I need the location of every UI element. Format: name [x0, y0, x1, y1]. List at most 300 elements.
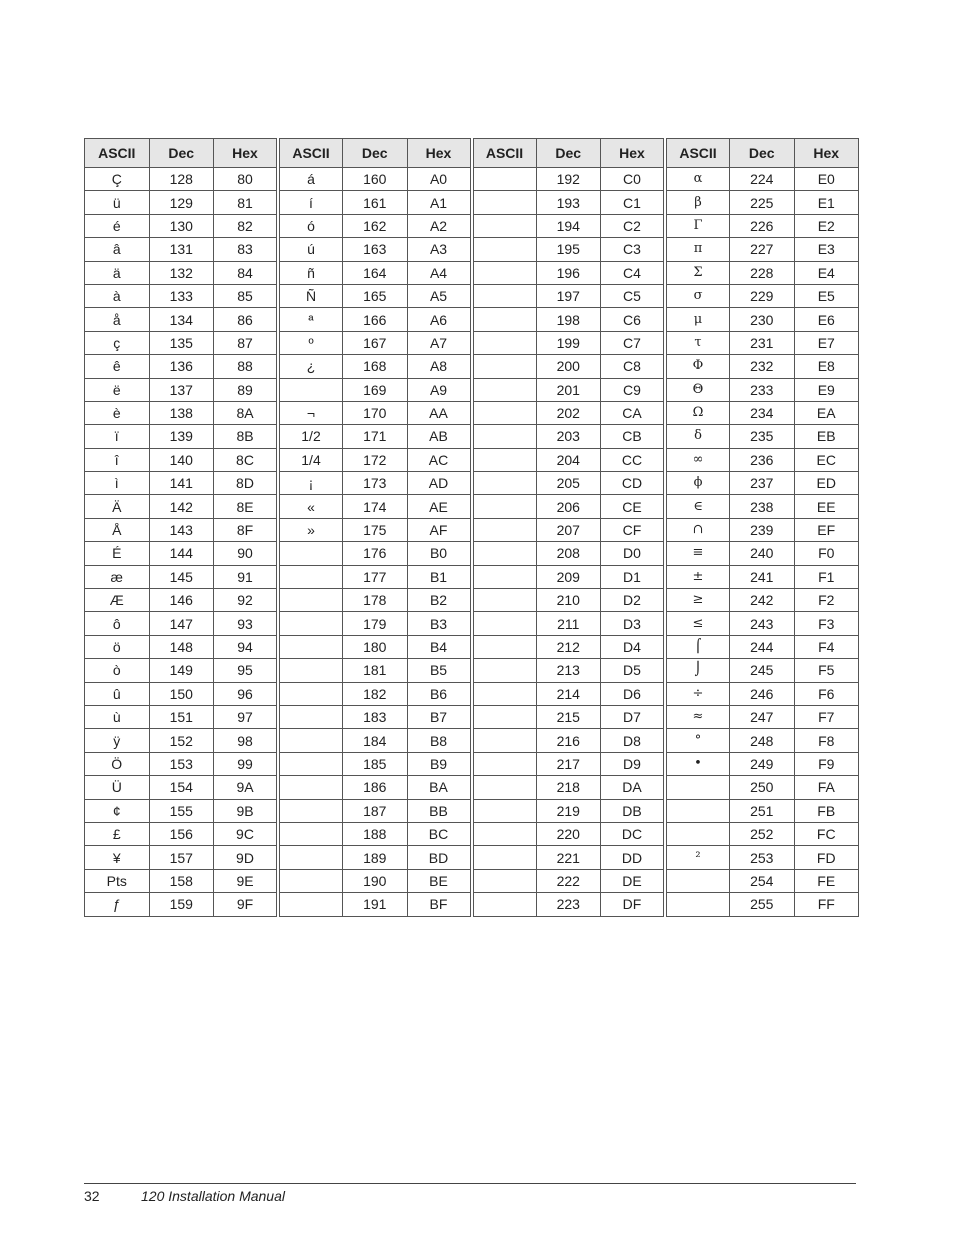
dec-cell: 255: [730, 893, 795, 916]
hex-cell: EE: [794, 495, 859, 518]
ascii-cell: β: [665, 191, 730, 214]
ascii-cell: [278, 822, 343, 845]
hex-cell: E6: [794, 308, 859, 331]
hex-cell: F3: [794, 612, 859, 635]
dec-cell: 152: [149, 729, 214, 752]
hex-cell: B2: [407, 589, 472, 612]
ascii-cell: ÷: [665, 682, 730, 705]
dec-cell: 200: [536, 355, 601, 378]
dec-cell: 229: [730, 284, 795, 307]
ascii-cell: [472, 378, 537, 401]
dec-cell: 149: [149, 659, 214, 682]
footer-rule: [84, 1183, 856, 1184]
hex-cell: F8: [794, 729, 859, 752]
dec-cell: 164: [343, 261, 408, 284]
hex-cell: C4: [601, 261, 666, 284]
dec-cell: 206: [536, 495, 601, 518]
ascii-cell: •: [665, 752, 730, 775]
hex-cell: E3: [794, 238, 859, 261]
table-header: [85, 139, 859, 168]
ascii-cell: ¡: [278, 472, 343, 495]
hex-cell: 84: [214, 261, 279, 284]
dec-cell: 210: [536, 589, 601, 612]
table-row: [85, 472, 859, 495]
ascii-cell: ñ: [278, 261, 343, 284]
ascii-cell: É: [85, 542, 150, 565]
dec-cell: 138: [149, 401, 214, 424]
ascii-cell: ϕ: [665, 472, 730, 495]
dec-cell: 234: [730, 401, 795, 424]
hex-cell: BD: [407, 846, 472, 869]
ascii-cell: £: [85, 822, 150, 845]
header-row: [85, 139, 859, 168]
column-header-ascii: ASCII: [472, 139, 537, 168]
dec-cell: 227: [730, 238, 795, 261]
ascii-cell: π: [665, 238, 730, 261]
hex-cell: BE: [407, 869, 472, 892]
hex-cell: CD: [601, 472, 666, 495]
dec-cell: 245: [730, 659, 795, 682]
ascii-cell: ¢: [85, 799, 150, 822]
table-row: [85, 776, 859, 799]
hex-cell: 86: [214, 308, 279, 331]
ascii-cell: α: [665, 168, 730, 191]
dec-cell: 154: [149, 776, 214, 799]
dec-cell: 235: [730, 425, 795, 448]
hex-cell: CB: [601, 425, 666, 448]
hex-cell: B7: [407, 705, 472, 728]
hex-cell: D3: [601, 612, 666, 635]
column-header-ascii: ASCII: [85, 139, 150, 168]
dec-cell: 144: [149, 542, 214, 565]
ascii-cell: [472, 238, 537, 261]
dec-cell: 240: [730, 542, 795, 565]
dec-cell: 253: [730, 846, 795, 869]
table-row: [85, 238, 859, 261]
dec-cell: 194: [536, 214, 601, 237]
dec-cell: 225: [730, 191, 795, 214]
hex-cell: FD: [794, 846, 859, 869]
dec-cell: 219: [536, 799, 601, 822]
hex-cell: 83: [214, 238, 279, 261]
hex-cell: AE: [407, 495, 472, 518]
hex-cell: D5: [601, 659, 666, 682]
dec-cell: 233: [730, 378, 795, 401]
ascii-cell: ê: [85, 355, 150, 378]
hex-cell: E5: [794, 284, 859, 307]
dec-cell: 226: [730, 214, 795, 237]
ascii-cell: ù: [85, 705, 150, 728]
ascii-cell: [472, 565, 537, 588]
ascii-cell: [278, 565, 343, 588]
dec-cell: 157: [149, 846, 214, 869]
ascii-cell: «: [278, 495, 343, 518]
dec-cell: 205: [536, 472, 601, 495]
dec-cell: 202: [536, 401, 601, 424]
dec-cell: 156: [149, 822, 214, 845]
ascii-cell: [472, 659, 537, 682]
hex-cell: 85: [214, 284, 279, 307]
table-row: [85, 448, 859, 471]
table-row: [85, 612, 859, 635]
hex-cell: 9F: [214, 893, 279, 916]
column-header-dec: Dec: [536, 139, 601, 168]
ascii-cell: ²: [665, 846, 730, 869]
ascii-cell: æ: [85, 565, 150, 588]
ascii-cell: Ä: [85, 495, 150, 518]
dec-cell: 193: [536, 191, 601, 214]
dec-cell: 228: [730, 261, 795, 284]
table-row: [85, 401, 859, 424]
ascii-cell: [278, 776, 343, 799]
page-number: 32: [84, 1188, 100, 1204]
dec-cell: 178: [343, 589, 408, 612]
hex-cell: BF: [407, 893, 472, 916]
ascii-cell: å: [85, 308, 150, 331]
table-row: [85, 331, 859, 354]
hex-cell: FA: [794, 776, 859, 799]
hex-cell: A7: [407, 331, 472, 354]
hex-cell: D0: [601, 542, 666, 565]
ascii-cell: [472, 355, 537, 378]
column-header-hex: Hex: [794, 139, 859, 168]
hex-cell: B5: [407, 659, 472, 682]
dec-cell: 207: [536, 518, 601, 541]
hex-cell: 82: [214, 214, 279, 237]
table-row: [85, 799, 859, 822]
table-row: [85, 425, 859, 448]
hex-cell: B0: [407, 542, 472, 565]
table-row: [85, 168, 859, 191]
dec-cell: 137: [149, 378, 214, 401]
table-row: [85, 893, 859, 916]
dec-cell: 136: [149, 355, 214, 378]
ascii-cell: à: [85, 284, 150, 307]
ascii-cell: ó: [278, 214, 343, 237]
ascii-cell: í: [278, 191, 343, 214]
hex-cell: B6: [407, 682, 472, 705]
hex-cell: F7: [794, 705, 859, 728]
ascii-cell: ƒ: [85, 893, 150, 916]
hex-cell: EB: [794, 425, 859, 448]
hex-cell: 9C: [214, 822, 279, 845]
dec-cell: 221: [536, 846, 601, 869]
dec-cell: 139: [149, 425, 214, 448]
hex-cell: E7: [794, 331, 859, 354]
hex-cell: AC: [407, 448, 472, 471]
dec-cell: 224: [730, 168, 795, 191]
hex-cell: 93: [214, 612, 279, 635]
hex-cell: F6: [794, 682, 859, 705]
dec-cell: 232: [730, 355, 795, 378]
ascii-cell: [472, 589, 537, 612]
dec-cell: 247: [730, 705, 795, 728]
ascii-cell: δ: [665, 425, 730, 448]
dec-cell: 216: [536, 729, 601, 752]
ascii-cell: [278, 589, 343, 612]
dec-cell: 188: [343, 822, 408, 845]
dec-cell: 185: [343, 752, 408, 775]
hex-cell: A3: [407, 238, 472, 261]
dec-cell: 141: [149, 472, 214, 495]
hex-cell: EF: [794, 518, 859, 541]
hex-cell: 91: [214, 565, 279, 588]
dec-cell: 196: [536, 261, 601, 284]
ascii-cell: [278, 799, 343, 822]
ascii-cell: σ: [665, 284, 730, 307]
hex-cell: 9B: [214, 799, 279, 822]
ascii-cell: Ü: [85, 776, 150, 799]
hex-cell: C7: [601, 331, 666, 354]
table-row: [85, 378, 859, 401]
table-body: [85, 168, 859, 917]
column-header-hex: Hex: [407, 139, 472, 168]
dec-cell: 214: [536, 682, 601, 705]
hex-cell: 98: [214, 729, 279, 752]
ascii-cell: [278, 682, 343, 705]
dec-cell: 130: [149, 214, 214, 237]
dec-cell: 212: [536, 635, 601, 658]
ascii-cell: ⌡: [665, 659, 730, 682]
hex-cell: FE: [794, 869, 859, 892]
ascii-cell: ô: [85, 612, 150, 635]
dec-cell: 242: [730, 589, 795, 612]
ascii-cell: [278, 659, 343, 682]
table-row: [85, 682, 859, 705]
dec-cell: 174: [343, 495, 408, 518]
dec-cell: 191: [343, 893, 408, 916]
column-header-dec: Dec: [730, 139, 795, 168]
hex-cell: EC: [794, 448, 859, 471]
hex-cell: 95: [214, 659, 279, 682]
hex-cell: C8: [601, 355, 666, 378]
ascii-cell: [278, 612, 343, 635]
hex-cell: F0: [794, 542, 859, 565]
ascii-cell: [278, 846, 343, 869]
ascii-cell: [472, 822, 537, 845]
dec-cell: 177: [343, 565, 408, 588]
ascii-cell: [472, 752, 537, 775]
ascii-cell: ì: [85, 472, 150, 495]
dec-cell: 236: [730, 448, 795, 471]
hex-cell: B1: [407, 565, 472, 588]
hex-cell: F5: [794, 659, 859, 682]
ascii-cell: [472, 308, 537, 331]
table-row: [85, 191, 859, 214]
hex-cell: F1: [794, 565, 859, 588]
dec-cell: 238: [730, 495, 795, 518]
hex-cell: AA: [407, 401, 472, 424]
ascii-cell: °: [665, 729, 730, 752]
hex-cell: AD: [407, 472, 472, 495]
ascii-cell: ò: [85, 659, 150, 682]
ascii-cell: »: [278, 518, 343, 541]
hex-cell: A8: [407, 355, 472, 378]
table-row: [85, 635, 859, 658]
dec-cell: 160: [343, 168, 408, 191]
hex-cell: DD: [601, 846, 666, 869]
table-row: [85, 589, 859, 612]
dec-cell: 220: [536, 822, 601, 845]
hex-cell: CF: [601, 518, 666, 541]
table-row: [85, 705, 859, 728]
table-row: [85, 308, 859, 331]
ascii-cell: â: [85, 238, 150, 261]
ascii-cell: ¥: [85, 846, 150, 869]
hex-cell: E0: [794, 168, 859, 191]
ascii-cell: î: [85, 448, 150, 471]
ascii-cell: [472, 168, 537, 191]
hex-cell: 99: [214, 752, 279, 775]
ascii-cell: [472, 869, 537, 892]
hex-cell: 87: [214, 331, 279, 354]
ascii-cell: [278, 635, 343, 658]
hex-cell: B3: [407, 612, 472, 635]
hex-cell: D4: [601, 635, 666, 658]
dec-cell: 252: [730, 822, 795, 845]
dec-cell: 241: [730, 565, 795, 588]
ascii-cell: ∞: [665, 448, 730, 471]
dec-cell: 182: [343, 682, 408, 705]
hex-cell: C0: [601, 168, 666, 191]
ascii-cell: [472, 682, 537, 705]
hex-cell: 88: [214, 355, 279, 378]
dec-cell: 190: [343, 869, 408, 892]
column-header-dec: Dec: [149, 139, 214, 168]
dec-cell: 246: [730, 682, 795, 705]
ascii-cell: [472, 846, 537, 869]
hex-cell: 9D: [214, 846, 279, 869]
dec-cell: 187: [343, 799, 408, 822]
ascii-cell: [278, 542, 343, 565]
ascii-cell: Ñ: [278, 284, 343, 307]
dec-cell: 179: [343, 612, 408, 635]
hex-cell: DB: [601, 799, 666, 822]
ascii-cell: [278, 729, 343, 752]
dec-cell: 146: [149, 589, 214, 612]
table-row: [85, 518, 859, 541]
dec-cell: 237: [730, 472, 795, 495]
hex-cell: B4: [407, 635, 472, 658]
ascii-cell: [472, 799, 537, 822]
ascii-cell: [665, 776, 730, 799]
ascii-cell: [472, 191, 537, 214]
ascii-cell: Pts: [85, 869, 150, 892]
dec-cell: 159: [149, 893, 214, 916]
ascii-cell: μ: [665, 308, 730, 331]
hex-cell: ED: [794, 472, 859, 495]
ascii-cell: [665, 893, 730, 916]
dec-cell: 151: [149, 705, 214, 728]
dec-cell: 208: [536, 542, 601, 565]
dec-cell: 162: [343, 214, 408, 237]
ascii-cell: Θ: [665, 378, 730, 401]
hex-cell: D2: [601, 589, 666, 612]
ascii-cell: [665, 799, 730, 822]
hex-cell: 81: [214, 191, 279, 214]
hex-cell: DF: [601, 893, 666, 916]
ascii-cell: ¬: [278, 401, 343, 424]
hex-cell: B9: [407, 752, 472, 775]
ascii-cell: [472, 401, 537, 424]
dec-cell: 168: [343, 355, 408, 378]
hex-cell: A5: [407, 284, 472, 307]
ascii-cell: [472, 729, 537, 752]
ascii-cell: ë: [85, 378, 150, 401]
table-row: [85, 214, 859, 237]
ascii-cell: [472, 612, 537, 635]
ascii-cell: Γ: [665, 214, 730, 237]
ascii-cell: [472, 518, 537, 541]
ascii-cell: [472, 214, 537, 237]
hex-cell: A2: [407, 214, 472, 237]
dec-cell: 231: [730, 331, 795, 354]
hex-cell: F2: [794, 589, 859, 612]
table-row: [85, 869, 859, 892]
ascii-cell: [472, 705, 537, 728]
ascii-cell: ≈: [665, 705, 730, 728]
table-row: [85, 752, 859, 775]
hex-cell: 96: [214, 682, 279, 705]
dec-cell: 133: [149, 284, 214, 307]
hex-cell: AB: [407, 425, 472, 448]
hex-cell: D8: [601, 729, 666, 752]
dec-cell: 244: [730, 635, 795, 658]
ascii-cell: é: [85, 214, 150, 237]
dec-cell: 223: [536, 893, 601, 916]
hex-cell: E4: [794, 261, 859, 284]
hex-cell: 92: [214, 589, 279, 612]
dec-cell: 254: [730, 869, 795, 892]
ascii-cell: τ: [665, 331, 730, 354]
hex-cell: B8: [407, 729, 472, 752]
dec-cell: 248: [730, 729, 795, 752]
dec-cell: 204: [536, 448, 601, 471]
dec-cell: 199: [536, 331, 601, 354]
hex-cell: C9: [601, 378, 666, 401]
ascii-cell: [472, 284, 537, 307]
dec-cell: 211: [536, 612, 601, 635]
dec-cell: 183: [343, 705, 408, 728]
hex-cell: 90: [214, 542, 279, 565]
ascii-cell: ú: [278, 238, 343, 261]
ascii-cell: ⌠: [665, 635, 730, 658]
ascii-cell: ä: [85, 261, 150, 284]
ascii-table: [84, 138, 859, 917]
ascii-cell: Ö: [85, 752, 150, 775]
hex-cell: 8A: [214, 401, 279, 424]
hex-cell: A1: [407, 191, 472, 214]
column-header-hex: Hex: [601, 139, 666, 168]
hex-cell: BB: [407, 799, 472, 822]
dec-cell: 180: [343, 635, 408, 658]
ascii-cell: ≤: [665, 612, 730, 635]
dec-cell: 192: [536, 168, 601, 191]
dec-cell: 249: [730, 752, 795, 775]
hex-cell: C5: [601, 284, 666, 307]
dec-cell: 189: [343, 846, 408, 869]
hex-cell: E9: [794, 378, 859, 401]
dec-cell: 217: [536, 752, 601, 775]
ascii-cell: [472, 448, 537, 471]
dec-cell: 251: [730, 799, 795, 822]
ascii-cell: Ω: [665, 401, 730, 424]
ascii-cell: [278, 893, 343, 916]
dec-cell: 243: [730, 612, 795, 635]
dec-cell: 181: [343, 659, 408, 682]
ascii-cell: Σ: [665, 261, 730, 284]
table-row: [85, 822, 859, 845]
